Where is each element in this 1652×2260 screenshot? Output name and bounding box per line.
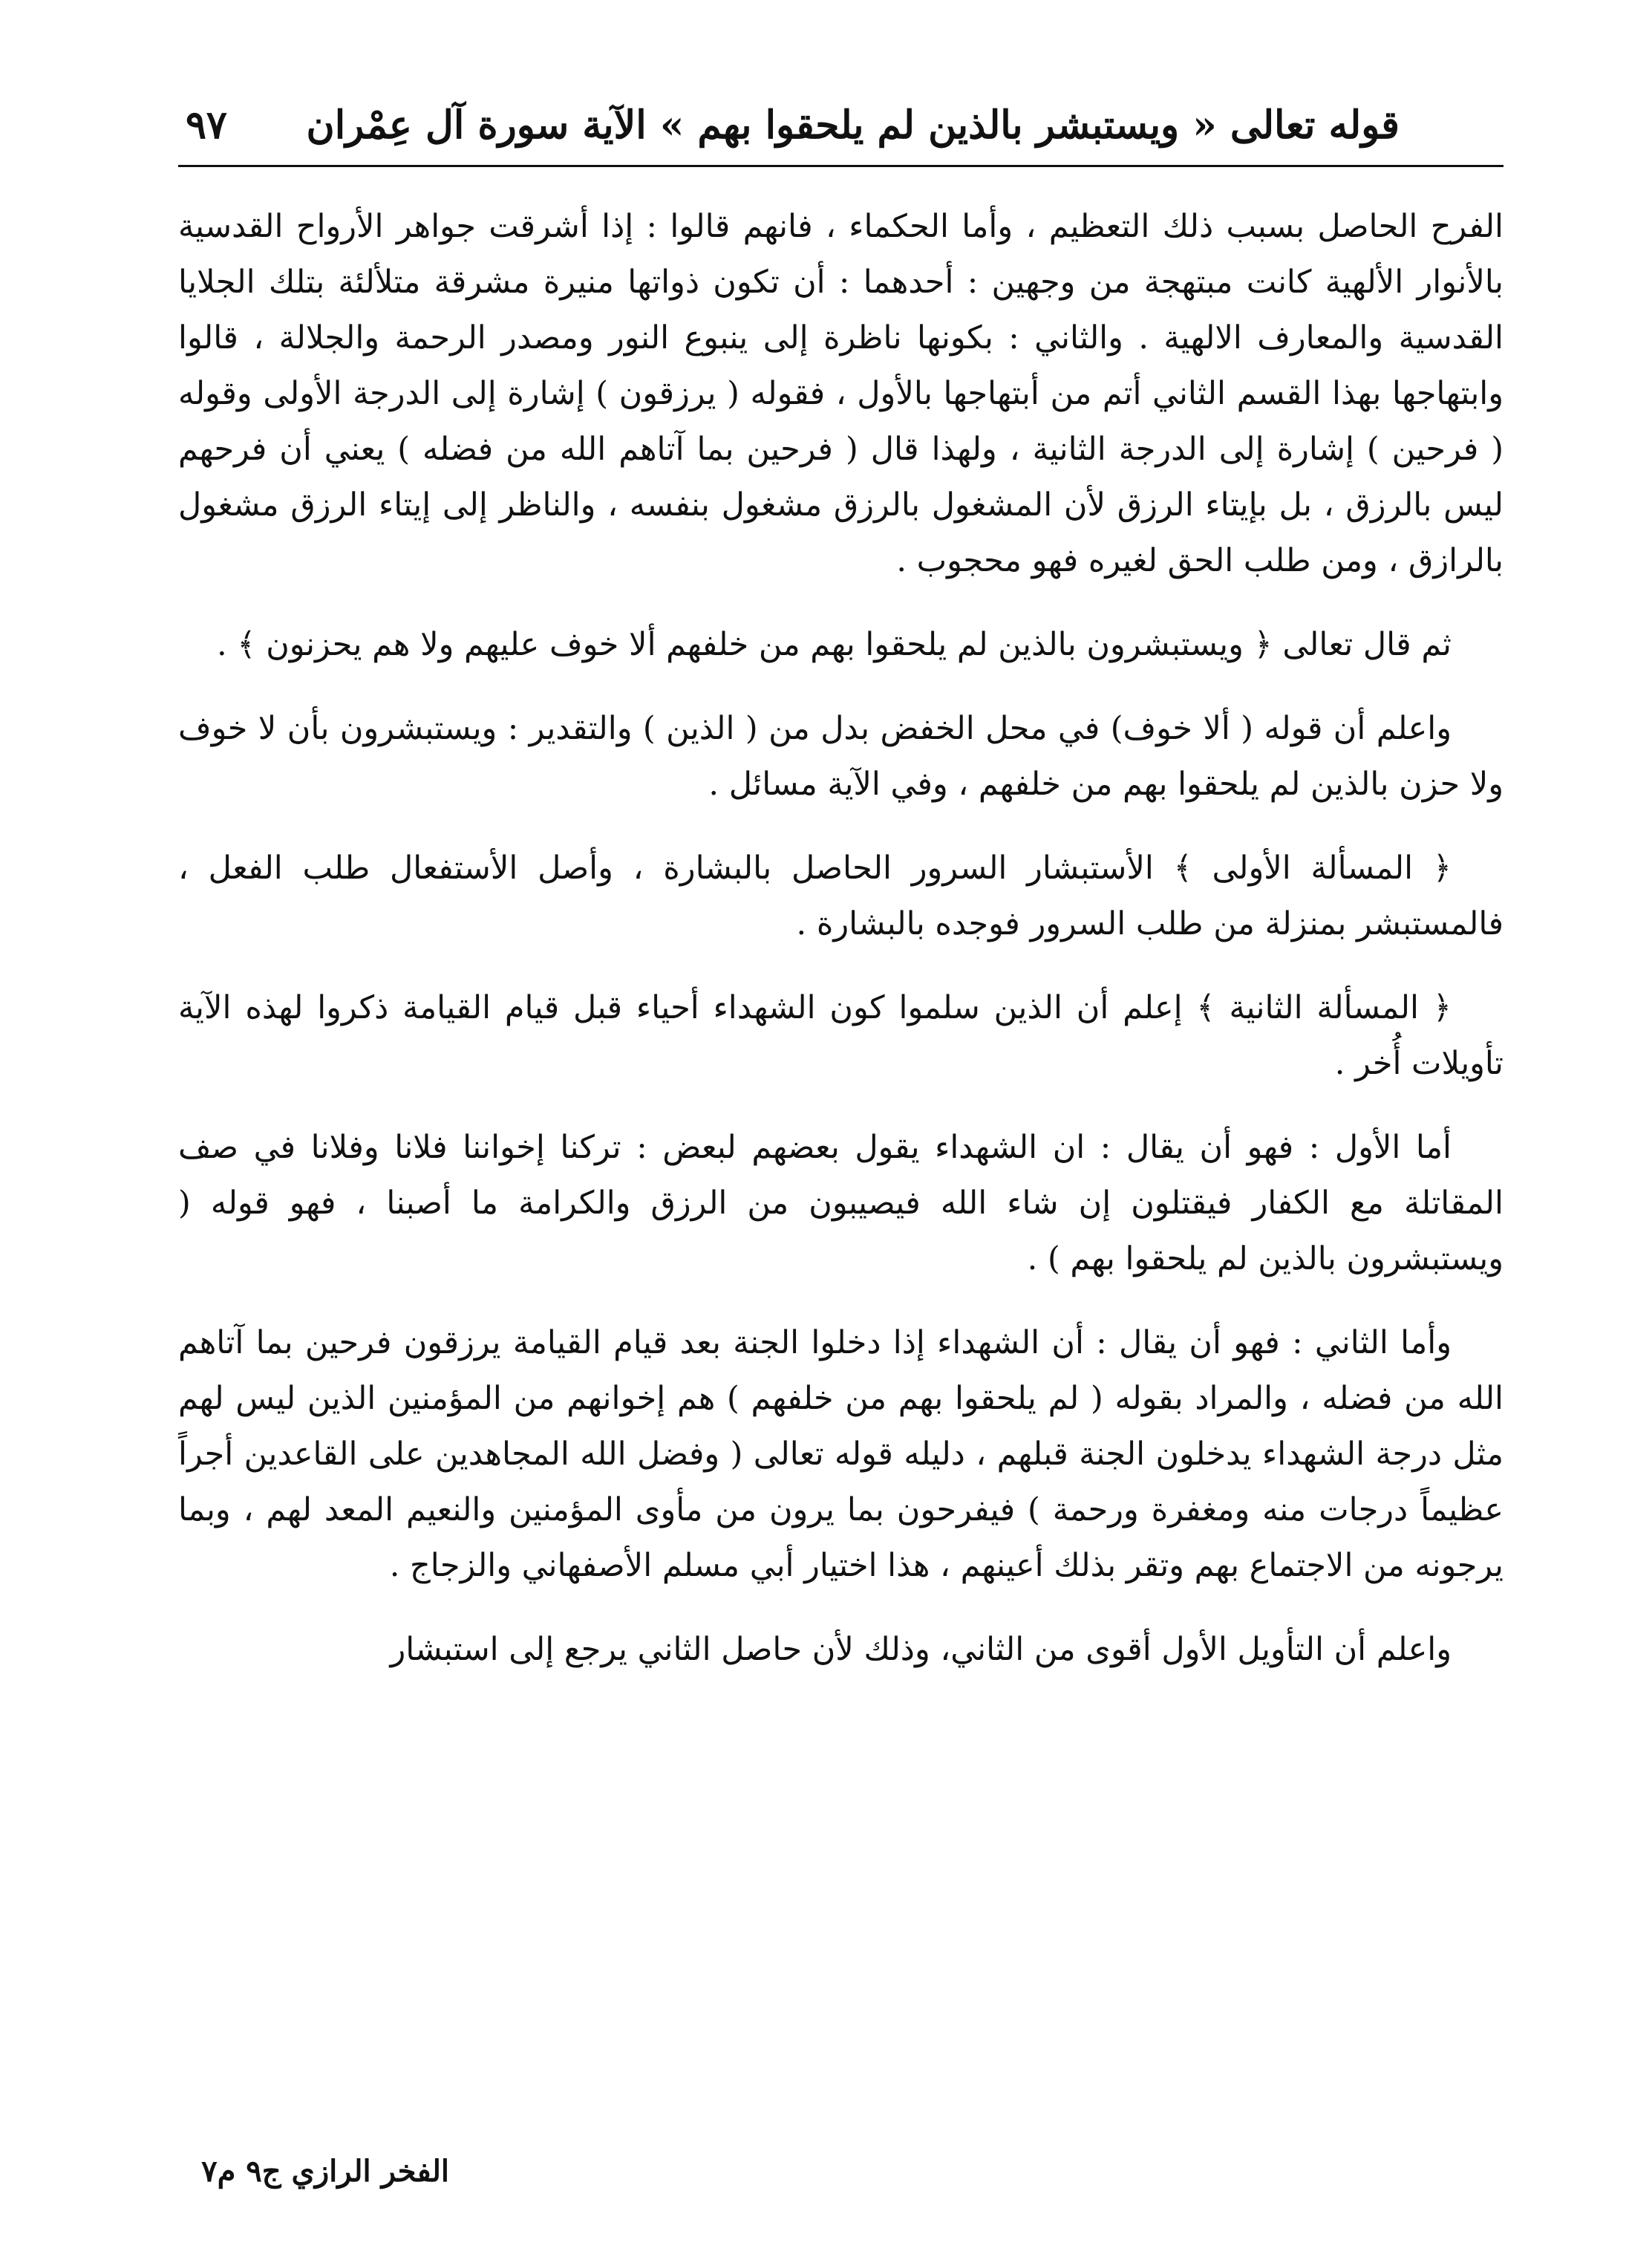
paragraph-8: واعلم أن التأويل الأول أقوى من الثاني، وذلك لأن حاصل الثاني يرجع إلى استبشار (390, 1631, 1452, 1668)
paragraph-6: أما الأول : فهو أن يقال : ان الشهداء يقول بعضهم لبعض : تركنا إخواننا فلانا وفلانا في صف المقاتلة مع الكفار فيقتلون إن شاء الله فيصيبون من الرزق والكرامة ما أصبنا ، فهو قوله ( ويستبشرون بالذين لم يلحقوا بهم ) . (178, 1129, 1504, 1277)
paragraph-7: وأما الثاني : فهو أن يقال : أن الشهداء إذا دخلوا الجنة بعد قيام القيامة يرزقون فرحين بما آتاهم الله من فضله ، والمراد بقوله ( لم يلحقوا بهم من خلفهم ) هم إخوانهم من المؤمنين الذين ليس لهم مثل درجة الشهداء يدخلون الجنة قبلهم ، دليله قوله تعالى ( وفضل الله المجاهدين على القاعدين أجراً عظيماً درجات منه ومغفرة ورحمة ) فيفرحون بما يرون من مأوى المؤمنين والنعيم المعد لهم ، وبما يرجونه من الاجتماع بهم وتقر بذلك أعينهم ، هذا اختيار أبي مسلم الأصفهاني والزجاج . (178, 1324, 1504, 1584)
paragraph-4: ﴿ المسألة الأولى ﴾ الأستبشار السرور الحاصل بالبشارة ، وأصل الأستفعال طلب الفعل ، فالمستبشر بمنزلة من طلب السرور فوجده بالبشارة . (178, 850, 1504, 942)
footer-signature: الفخر الرازي ج٩ م٧ (201, 2154, 449, 2189)
paragraph-5: ﴿ المسألة الثانية ﴾ إعلم أن الذين سلموا كون الشهداء أحياء قبل قيام القيامة ذكروا لهذه الآية تأويلات أُخر . (178, 989, 1504, 1082)
header-divider (178, 165, 1504, 167)
running-header (186, 95, 1400, 154)
page-body (178, 199, 1504, 1706)
paragraph-3: واعلم أن قوله ( ألا خوف) في محل الخفض بدل من ( الذين ) والتقدير : ويستبشرون بأن لا خوف ولا حزن بالذين لم يلحقوا بهم من خلفهم ، وفي الآية مسائل . (178, 710, 1504, 803)
header-title: قوله تعالى « ويستبشر بالذين لم يلحقوا بهم » الآية سورة آل عِمْران (306, 102, 1400, 148)
paragraph-1: الفرح الحاصل بسبب ذلك التعظيم ، وأما الحكماء ، فانهم قالوا : إذا أشرقت جواهر الأرواح القدسية بالأنوار الألهية كانت مبتهجة من وجهين : أحدهما : أن تكون ذواتها منيرة مشرقة متلألئة بتلك الجلايا القدسية والمعارف الالهية . والثاني : بكونها ناظرة إلى ينبوع النور ومصدر الرحمة والجلالة ، قالوا وابتهاجها بهذا القسم الثاني أتم من أبتهاجها بالأول ، فقوله ( يرزقون ) إشارة إلى الدرجة الأولى وقوله ( فرحين ) إشارة إلى الدرجة الثانية ، ولهذا قال ( فرحين بما آتاهم الله من فضله ) يعني أن فرحهم ليس بالرزق ، بل بإيتاء الرزق لأن المشغول بالرزق مشغول بنفسه ، والناظر إلى إيتاء الرزق مشغول بالرازق ، ومن طلب الحق لغيره فهو محجوب . (178, 208, 1504, 579)
page-number: ٩٧ (186, 102, 227, 148)
paragraph-2: ثم قال تعالى ﴿ ويستبشرون بالذين لم يلحقوا بهم من خلفهم ألا خوف عليهم ولا هم يحزنون ﴾ . (217, 626, 1452, 663)
